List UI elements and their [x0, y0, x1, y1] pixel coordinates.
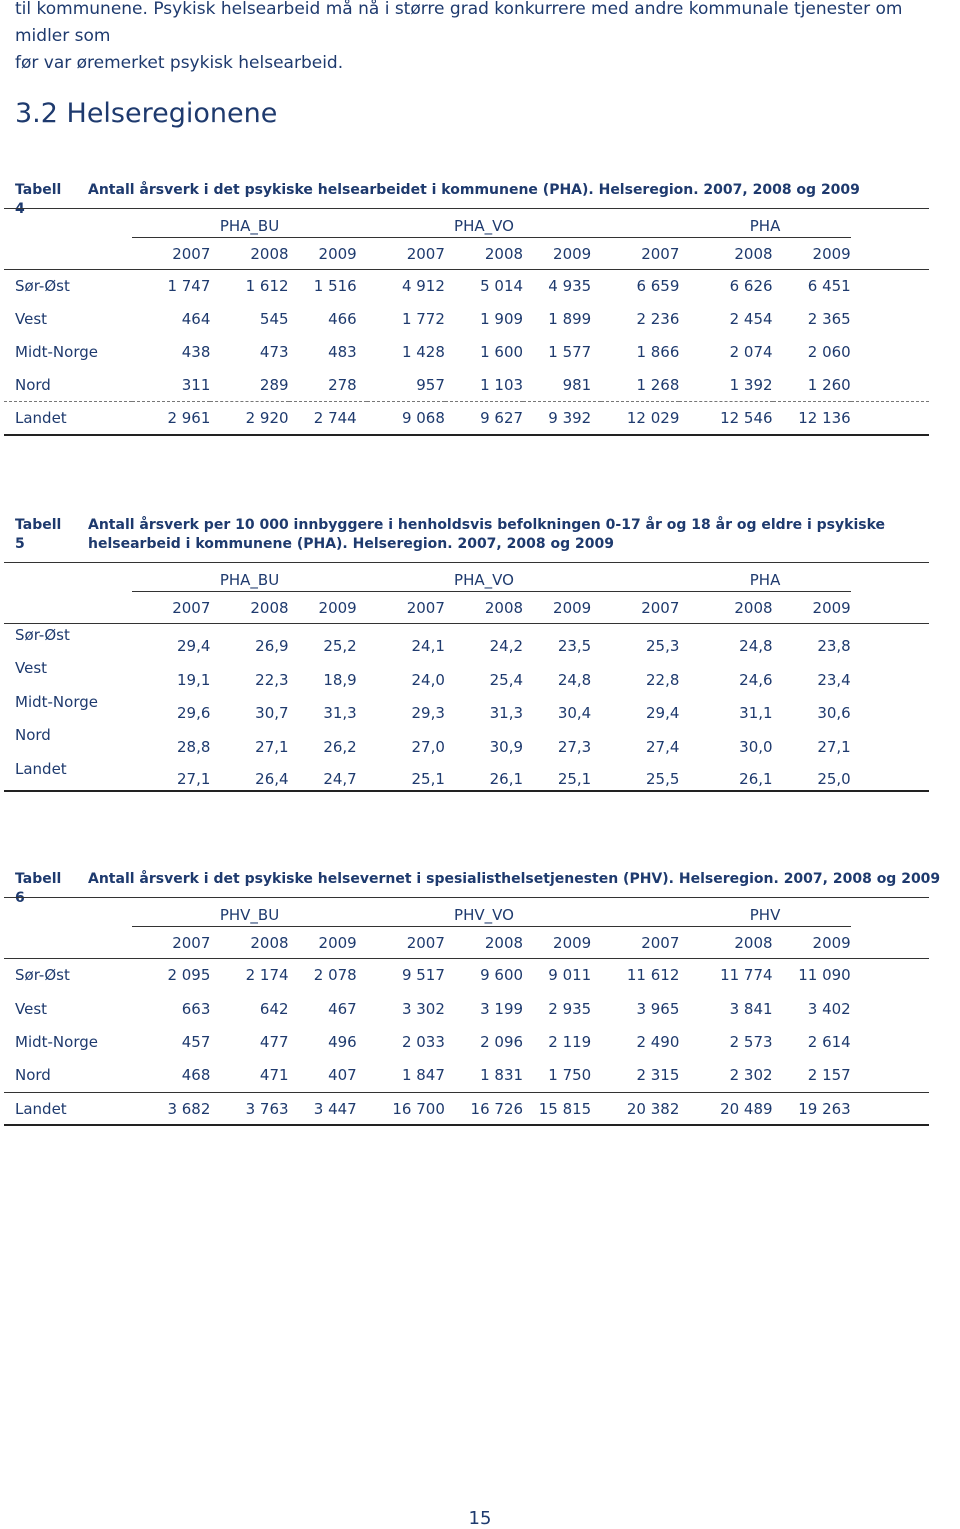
table-cell: 2 033 — [401, 1032, 445, 1051]
table-cell: 2 920 — [210, 402, 288, 435]
region-label: Midt-Norge — [15, 343, 98, 361]
table-cell: 2 119 — [548, 1032, 592, 1051]
region-label: Landet — [4, 758, 132, 792]
table-cell: 1 268 — [636, 375, 680, 394]
group-header: PHV_BU — [132, 898, 366, 927]
year-header: 2008 — [445, 927, 523, 959]
table-cell: 1 772 — [401, 310, 445, 328]
table-cell: 3 199 — [480, 999, 524, 1018]
table-cell: 1 260 — [807, 375, 851, 394]
table-row — [4, 1092, 960, 1125]
table-cell: 2 078 — [289, 959, 367, 992]
table-cell: 1 866 — [636, 343, 680, 361]
table-row — [4, 691, 960, 725]
table-cell: 29,4 — [645, 704, 680, 722]
table-row — [4, 1025, 960, 1058]
table-cell: 9 600 — [445, 959, 523, 992]
year-header: 2007 — [132, 592, 210, 624]
table-cell: 12 546 — [679, 402, 772, 435]
table6 — [4, 897, 960, 1126]
table-cell: 9 627 — [445, 402, 523, 435]
table-cell: 2 074 — [729, 343, 773, 361]
table-cell: 1 577 — [548, 343, 592, 361]
year-header: 2009 — [523, 927, 601, 959]
table-cell: 19,1 — [177, 670, 211, 689]
year-header-row — [4, 927, 960, 959]
table-cell: 16 700 — [367, 1092, 445, 1125]
table-cell: 9 517 — [367, 959, 445, 992]
table-cell: 468 — [181, 1066, 211, 1085]
table-row — [4, 270, 960, 303]
group-header: PHV_VO — [367, 898, 602, 927]
table-cell: 30,6 — [817, 704, 851, 722]
table-cell: 2 302 — [729, 1066, 773, 1085]
table-cell: 27,1 — [817, 737, 851, 756]
table-cell: 15 815 — [523, 1092, 601, 1125]
table-cell: 4 935 — [523, 270, 601, 303]
table-cell: 3 682 — [132, 1092, 210, 1125]
intro-line-2: før var øremerket psykisk helsearbeid. — [15, 53, 344, 73]
table-cell: 11 612 — [601, 959, 679, 992]
table-row — [4, 336, 960, 369]
region-label: Midt-Norge — [15, 1032, 98, 1051]
table-cell: 4 912 — [367, 270, 445, 303]
table-cell: 26,9 — [210, 624, 288, 658]
table-cell: 2 454 — [729, 310, 773, 328]
year-header: 2007 — [132, 238, 210, 270]
table4-title: Antall årsverk i det psykiske helsearbeidet i kommunene (PHA). Helseregion. 2007, 2008 og 2009 — [88, 182, 860, 198]
table-row — [4, 657, 960, 691]
table-cell: 2 157 — [807, 1066, 851, 1085]
table-cell: 407 — [328, 1066, 357, 1085]
table-cell: 30,0 — [739, 737, 773, 756]
year-header: 2009 — [523, 592, 601, 624]
table-cell: 12 029 — [601, 402, 679, 435]
table-cell: 31,3 — [489, 704, 524, 722]
table-cell: 26,1 — [679, 758, 772, 792]
table-cell: 9 068 — [367, 402, 445, 435]
year-header: 2009 — [289, 238, 367, 270]
table-cell: 1 392 — [729, 375, 773, 394]
table-cell: 24,2 — [445, 624, 523, 658]
year-header: 2008 — [210, 592, 288, 624]
table-cell: 1 103 — [480, 375, 524, 394]
table-cell: 1 516 — [289, 270, 367, 303]
year-header: 2007 — [601, 238, 679, 270]
table-cell: 31,1 — [739, 704, 773, 722]
table-cell: 2 236 — [636, 310, 680, 328]
table-row — [4, 724, 960, 758]
table5-title: Antall årsverk per 10 000 innbyggere i henholdsvis befolkningen 0-17 år og 18 år og eldre i psykiske helsearbeid i kommunene (PHA). Helseregion. 2007, 2008 og 2009 — [88, 517, 886, 552]
region-label: Vest — [15, 310, 48, 328]
table-cell: 25,4 — [489, 670, 524, 689]
table-cell: 20 382 — [601, 1092, 679, 1125]
year-header: 2007 — [367, 927, 445, 959]
year-header: 2007 — [367, 238, 445, 270]
table5 — [4, 562, 960, 792]
table-cell: 26,2 — [323, 737, 357, 756]
table-cell: 2 365 — [807, 310, 851, 328]
table-cell: 24,8 — [679, 624, 772, 658]
year-header: 2007 — [601, 592, 679, 624]
table-cell: 25,3 — [601, 624, 679, 658]
table-cell: 2 060 — [807, 343, 851, 361]
intro-line-1: til kommunene. Psykisk helsearbeid må nå i større grad konkurrere med andre kommunale tjenester om midler som — [15, 0, 903, 46]
table-cell: 27,0 — [411, 737, 445, 756]
table-cell: 2 096 — [480, 1032, 524, 1051]
table-cell: 5 014 — [445, 270, 523, 303]
table-cell: 24,7 — [289, 758, 367, 792]
table-cell: 27,4 — [645, 737, 680, 756]
table-cell: 2 490 — [636, 1032, 680, 1051]
section-heading: 3.2 Helseregionene — [15, 98, 278, 129]
year-header: 2009 — [773, 592, 851, 624]
table-cell: 28,8 — [177, 737, 211, 756]
year-header: 2008 — [445, 238, 523, 270]
table-cell: 1 899 — [548, 310, 592, 328]
table5-label: Tabell 5 — [15, 517, 62, 552]
group-header-row — [4, 563, 960, 592]
year-header: 2007 — [132, 927, 210, 959]
table-cell: 471 — [259, 1066, 289, 1085]
table-cell: 29,6 — [177, 704, 211, 722]
table-row — [4, 992, 960, 1025]
year-header: 2009 — [289, 592, 367, 624]
table6-label: Tabell 6 — [15, 871, 62, 906]
page-number: 15 — [468, 1508, 492, 1529]
table-cell: 477 — [259, 1032, 289, 1051]
year-header: 2008 — [679, 238, 772, 270]
region-label: Vest — [15, 999, 48, 1018]
region-label: Nord — [15, 1066, 51, 1085]
table-cell: 483 — [328, 343, 357, 361]
table-cell: 6 626 — [679, 270, 772, 303]
table-row — [4, 303, 960, 336]
table-cell: 1 831 — [480, 1066, 524, 1085]
region-label: Nord — [15, 726, 51, 744]
year-header-row — [4, 592, 960, 624]
table-cell: 3 302 — [401, 999, 445, 1018]
table-cell: 6 659 — [601, 270, 679, 303]
group-header: PHV — [601, 898, 929, 927]
table-row — [4, 402, 960, 435]
table-row — [4, 369, 960, 402]
table-cell: 3 402 — [807, 999, 851, 1018]
table-cell: 25,1 — [523, 758, 601, 792]
table-cell: 466 — [328, 310, 357, 328]
year-header: 2009 — [523, 238, 601, 270]
region-label: Nord — [15, 375, 51, 394]
table-row — [4, 959, 960, 992]
table-cell: 6 451 — [773, 270, 851, 303]
table-cell: 2 935 — [548, 999, 592, 1018]
table-cell: 1 612 — [210, 270, 288, 303]
table-cell: 3 965 — [636, 999, 680, 1018]
table-cell: 27,1 — [132, 758, 210, 792]
table-row — [4, 758, 960, 792]
table-cell: 2 315 — [636, 1066, 680, 1085]
table-cell: 467 — [328, 999, 357, 1018]
table-cell: 957 — [416, 375, 445, 394]
table-cell: 26,4 — [210, 758, 288, 792]
table-cell: 3 841 — [729, 999, 773, 1018]
table-cell: 2 174 — [210, 959, 288, 992]
table-cell: 1 750 — [548, 1066, 592, 1085]
table-cell: 25,2 — [289, 624, 367, 658]
table-cell: 473 — [259, 343, 289, 361]
group-header-row — [4, 209, 960, 238]
table-cell: 25,5 — [601, 758, 679, 792]
table-cell: 11 774 — [679, 959, 772, 992]
table-cell: 31,3 — [323, 704, 357, 722]
table-cell: 496 — [328, 1032, 357, 1051]
table-cell: 2 744 — [289, 402, 367, 435]
table-cell: 24,0 — [411, 670, 445, 689]
table-cell: 457 — [181, 1032, 211, 1051]
table-cell: 12 136 — [773, 402, 851, 435]
table-cell: 23,5 — [523, 624, 601, 658]
table-cell: 642 — [259, 999, 289, 1018]
table-cell: 30,4 — [557, 704, 592, 722]
group-header: PHA_VO — [367, 563, 602, 592]
table-cell: 20 489 — [679, 1092, 772, 1125]
table-cell: 981 — [562, 375, 592, 394]
year-header-row — [4, 238, 960, 270]
table-row — [4, 1059, 960, 1092]
year-header: 2008 — [445, 592, 523, 624]
table-cell: 27,1 — [255, 737, 289, 756]
table-cell: 16 726 — [445, 1092, 523, 1125]
table4 — [4, 208, 960, 436]
table-cell: 1 747 — [132, 270, 210, 303]
table4-label: Tabell 4 — [15, 182, 62, 217]
table-cell: 18,9 — [323, 670, 357, 689]
table-cell: 663 — [181, 999, 211, 1018]
table-cell: 30,7 — [255, 704, 289, 722]
table-cell: 24,1 — [367, 624, 445, 658]
table-cell: 3 447 — [289, 1092, 367, 1125]
table-cell: 25,1 — [367, 758, 445, 792]
table-cell: 1 909 — [480, 310, 524, 328]
year-header: 2007 — [601, 927, 679, 959]
group-header-row — [4, 898, 960, 927]
table-cell: 1 847 — [401, 1066, 445, 1085]
region-label: Landet — [4, 402, 132, 435]
region-label: Sør-Øst — [4, 624, 132, 658]
year-header: 2008 — [679, 592, 772, 624]
table-cell: 289 — [259, 375, 289, 394]
year-header: 2009 — [773, 238, 851, 270]
year-header: 2007 — [367, 592, 445, 624]
table-cell: 2 961 — [132, 402, 210, 435]
table-cell: 438 — [181, 343, 211, 361]
table-cell: 9 011 — [523, 959, 601, 992]
table-cell: 311 — [181, 375, 211, 394]
table-cell: 23,4 — [817, 670, 851, 689]
table-cell: 11 090 — [773, 959, 851, 992]
group-header: PHA_BU — [132, 563, 366, 592]
table6-title: Antall årsverk i det psykiske helsevernet i spesialisthelsetjenesten (PHV). Helseregion. 2007, 2008 og 2009 — [88, 871, 941, 887]
intro-paragraph — [15, 0, 955, 77]
year-header: 2008 — [210, 927, 288, 959]
table-cell: 25,0 — [773, 758, 851, 792]
region-label: Sør-Øst — [4, 270, 132, 303]
table-cell: 1 600 — [480, 343, 524, 361]
region-label: Sør-Øst — [4, 959, 132, 992]
group-header: PHA_VO — [367, 209, 602, 238]
table-cell: 464 — [181, 310, 211, 328]
table-cell: 545 — [259, 310, 289, 328]
table-cell: 23,8 — [773, 624, 851, 658]
table-cell: 24,8 — [557, 670, 592, 689]
table-cell: 19 263 — [773, 1092, 851, 1125]
region-label: Midt-Norge — [15, 692, 98, 711]
table-cell: 1 428 — [401, 343, 445, 361]
table-cell: 29,4 — [132, 624, 210, 658]
region-label: Landet — [4, 1092, 132, 1125]
table-cell: 22,3 — [255, 670, 289, 689]
group-header: PHA_BU — [132, 209, 366, 238]
year-header: 2008 — [679, 927, 772, 959]
table-cell: 2 095 — [132, 959, 210, 992]
year-header: 2009 — [773, 927, 851, 959]
table-cell: 30,9 — [489, 737, 524, 756]
table-cell: 278 — [328, 375, 357, 394]
table-cell: 26,1 — [445, 758, 523, 792]
table-row — [4, 624, 960, 658]
table-cell: 29,3 — [411, 704, 445, 722]
group-header: PHA — [601, 563, 929, 592]
table-cell: 2 573 — [729, 1032, 773, 1051]
year-header: 2008 — [210, 238, 288, 270]
table-cell: 24,6 — [739, 670, 773, 689]
region-label: Vest — [15, 659, 48, 677]
table-cell: 3 763 — [210, 1092, 288, 1125]
table-cell: 9 392 — [523, 402, 601, 435]
table-cell: 2 614 — [807, 1032, 851, 1051]
group-header: PHA — [601, 209, 929, 238]
table-cell: 27,3 — [557, 737, 592, 756]
table-cell: 22,8 — [645, 670, 680, 689]
year-header: 2009 — [289, 927, 367, 959]
